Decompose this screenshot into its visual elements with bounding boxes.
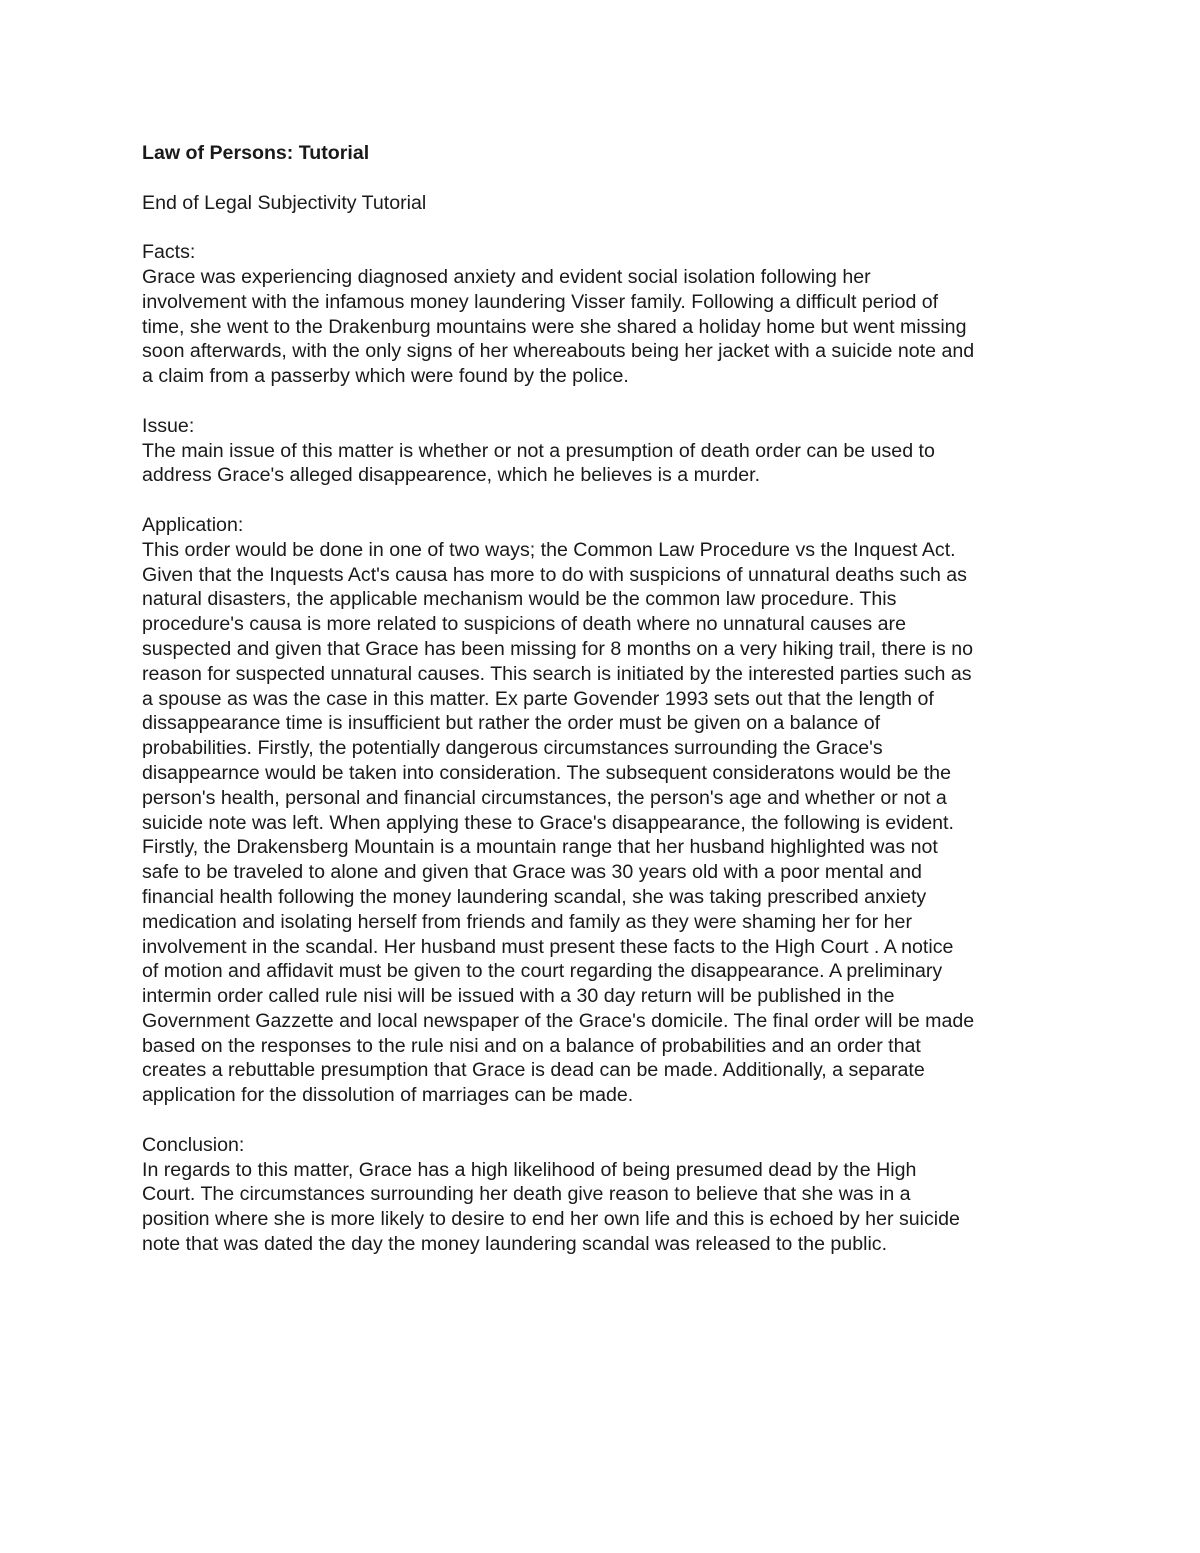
text-line: person's health, personal and financial circumstances, the person's age and whether or not a — [142, 786, 947, 809]
section-heading: Application: — [142, 513, 244, 536]
section-heading: Issue: — [142, 414, 195, 437]
issue-section — [142, 414, 1062, 488]
document-subtitle: End of Legal Subjectivity Tutorial — [142, 191, 427, 214]
document-title: Law of Persons: Tutorial — [142, 142, 370, 164]
text-line: a claim from a passerby which were found by the police. — [142, 365, 629, 388]
text-line: suspected and given that Grace has been missing for 8 months on a very hiking trail, there is no — [142, 637, 974, 660]
text-line: time, she went to the Drakenburg mountains were she shared a holiday home but went missing — [142, 315, 967, 338]
text-line: Government Gazzette and local newspaper of the Grace's domicile. The final order will be made — [142, 1009, 975, 1032]
text-line: Given that the Inquests Act's causa has more to do with suspicions of unnatural deaths such as — [142, 563, 967, 586]
section-body — [142, 439, 1062, 489]
conclusion-section — [142, 1133, 1062, 1257]
text-line: address Grace's alleged disappearence, which he believes is a murder. — [142, 464, 761, 487]
text-line: note that was dated the day the money laundering scandal was released to the public. — [142, 1233, 888, 1256]
section-heading: Conclusion: — [142, 1133, 245, 1156]
text-line: safe to be traveled to alone and given that Grace was 30 years old with a poor mental and — [142, 861, 922, 884]
text-line: suicide note was left. When applying these to Grace's disappearance, the following is evident. — [142, 811, 954, 834]
text-line: Firstly, the Drakensberg Mountain is a mountain range that her husband highlighted was not — [142, 836, 938, 859]
text-line: disappearnce would be taken into consideration. The subsequent consideratons would be the — [142, 761, 951, 784]
text-line: involvement with the infamous money laundering Visser family. Following a difficult period of — [142, 290, 939, 313]
text-line: This order would be done in one of two ways; the Common Law Procedure vs the Inquest Act. — [142, 538, 956, 561]
section-body — [142, 538, 1062, 1108]
text-line: application for the dissolution of marriages can be made. — [142, 1084, 634, 1107]
text-line: dissappearance time is insufficient but rather the order must be given on a balance of — [142, 712, 881, 735]
text-line: The main issue of this matter is whether or not a presumption of death order can be used to — [142, 439, 935, 462]
application-section — [142, 513, 1062, 1108]
text-line: soon afterwards, with the only signs of her whereabouts being her jacket with a suicide note and — [142, 340, 975, 363]
text-line: procedure's causa is more related to suspicions of death where no unnatural causes are — [142, 613, 906, 636]
text-line: natural disasters, the applicable mechanism would be the common law procedure. This — [142, 588, 897, 611]
section-heading: Facts: — [142, 241, 196, 264]
document-page — [142, 141, 1062, 1257]
text-line: medication and isolating herself from friends and family as they were shaming her for her — [142, 910, 912, 933]
text-line: probabilities. Firstly, the potentially dangerous circumstances surrounding the Grace's — [142, 737, 883, 760]
text-line: based on the responses to the rule nisi and on a balance of probabilities and an order that — [142, 1034, 921, 1057]
text-line: position where she is more likely to desire to end her own life and this is echoed by her suicide — [142, 1208, 960, 1231]
section-body — [142, 265, 1062, 389]
text-line: reason for suspected unnatural causes. This search is initiated by the interested parties such as — [142, 662, 972, 685]
text-line: of motion and affidavit must be given to the court regarding the disappearance. A preliminary — [142, 960, 943, 983]
section-body — [142, 1158, 1062, 1257]
text-line: In regards to this matter, Grace has a high likelihood of being presumed dead by the High — [142, 1158, 917, 1181]
text-line: financial health following the money laundering scandal, she was taking prescribed anxiety — [142, 885, 927, 908]
facts-section — [142, 240, 1062, 389]
text-line: creates a rebuttable presumption that Grace is dead can be made. Additionally, a separate — [142, 1059, 925, 1082]
text-line: Court. The circumstances surrounding her death give reason to believe that she was in a — [142, 1183, 911, 1206]
text-line: intermin order called rule nisi will be issued with a 30 day return will be published in the — [142, 985, 895, 1008]
text-line: a spouse as was the case in this matter. Ex parte Govender 1993 sets out that the length of — [142, 687, 934, 710]
text-line: Grace was experiencing diagnosed anxiety and evident social isolation following her — [142, 265, 871, 288]
text-line: involvement in the scandal. Her husband must present these facts to the High Court . A notice — [142, 935, 954, 958]
